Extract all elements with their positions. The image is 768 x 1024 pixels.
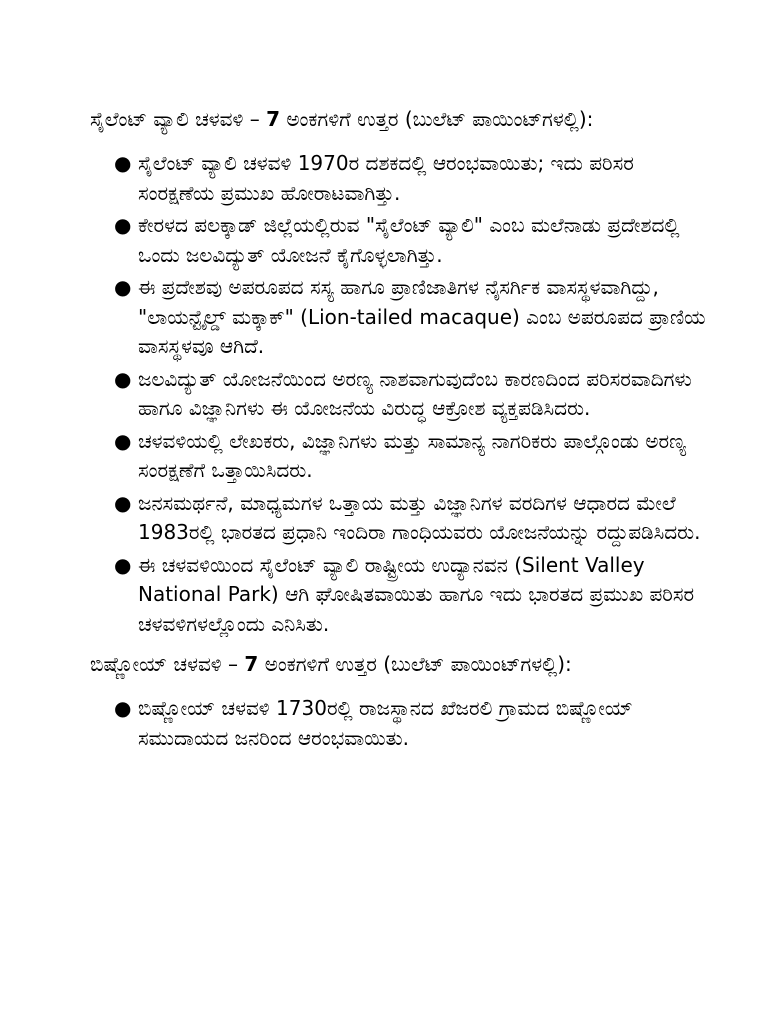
list-item-text: ಜನಸಮರ್ಥನೆ, ಮಾಧ್ಯಮಗಳ ಒತ್ತಾಯ ಮತ್ತು ವಿಜ್ಞಾನಿಗಳ ವರದಿಗಳ ಆಧಾರದ ಮೇಲೆ 1983ರಲ್ಲಿ ಭಾರತದ ಪ್ರಧಾನಿ ಇಂದಿರಾ ಗಾಂಧಿಯವರು ಯೋಜನೆಯನ್ನು ರದ್ದುಪಡಿಸಿದರು. [138,490,701,544]
list-item-text: ಚಳವಳಿಯಲ್ಲಿ ಲೇಖಕರು, ವಿಜ್ಞಾನಿಗಳು ಮತ್ತು ಸಾಮಾನ್ಯ ನಾಗರಿಕರು ಪಾಲ್ಗೊಂಡು ಅರಣ್ಯ ಸಂರಕ್ಷಣೆಗೆ ಒತ್ತಾಯಿಸಿದರು. [138,428,687,482]
bullet-icon: ● [114,366,132,391]
bullet-icon: ● [114,552,132,577]
section-heading-bishnoi [90,649,708,680]
bullet-list-bishnoi [90,694,708,753]
list-item [90,211,708,270]
bullet-icon: ● [114,696,132,720]
bullet-icon: ● [114,428,132,453]
list-item-text: ಕೇರಳದ ಪಲಕ್ಕಾಡ್ ಜಿಲ್ಲೆಯಲ್ಲಿರುವ "ಸೈಲೆಂಟ್ ವ್ಯಾಲಿ" ಎಂಬ ಮಲೆನಾಡು ಪ್ರದೇಶದಲ್ಲಿ ಒಂದು ಜಲವಿದ್ಯುತ್ ಯೋಜನೆ ಕೈಗೊಳ್ಳಲಾಗಿತ್ತು. [138,213,680,267]
bullet-list-silent-valley [90,149,708,639]
list-item [90,551,708,640]
list-item [90,427,708,486]
bullet-icon: ● [114,151,132,175]
list-item [90,694,708,753]
heading-marks: 7 [266,107,280,131]
list-item [90,273,708,362]
bullet-icon: ● [114,490,132,515]
heading-suffix: ಅಂಕಗಳಿಗೆ ಉತ್ತರ (ಬುಲೆಟ್ ಪಾಯಿಂಟ್‌ಗಳಲ್ಲಿ): [280,107,594,131]
list-item-text: ಸೈಲೆಂಟ್ ವ್ಯಾಲಿ ಚಳವಳಿ 1970ರ ದಶಕದಲ್ಲಿ ಆರಂಭವಾಯಿತು; ಇದು ಪರಿಸರ ಸಂರಕ್ಷಣೆಯ ಪ್ರಮುಖ ಹೋರಾಟವಾಗಿತ್ತು. [138,151,634,205]
section-heading-silent-valley [90,104,708,135]
heading-marks: 7 [244,652,259,676]
list-item [90,489,708,548]
list-item-text: ಈ ಪ್ರದೇಶವು ಅಪರೂಪದ ಸಸ್ಯ ಹಾಗೂ ಪ್ರಾಣಿಜಾತಿಗಳ ನೈಸರ್ಗಿಕ ವಾಸಸ್ಥಳವಾಗಿದ್ದು, "ಲಾಯನ್ಟೈಲ್ಡ್ ಮಕ್ಕಾಕ್" (Lion-tailed macaque) ಎಂಬ ಅಪರೂಪದ ಪ್ರಾಣಿಯ ವಾಸಸ್ಥಳವೂ ಆಗಿದೆ. [138,275,706,358]
list-item-text: ಜಲವಿದ್ಯುತ್ ಯೋಜನೆಯಿಂದ ಅರಣ್ಯ ನಾಶವಾಗುವುದೆಂಬ ಕಾರಣದಿಂದ ಪರಿಸರವಾದಿಗಳು ಹಾಗೂ ವಿಜ್ಞಾನಿಗಳು ಈ ಯೋಜನೆಯ ವಿರುದ್ಧ ಆಕ್ರೋಶ ವ್ಯಕ್ತಪಡಿಸಿದರು. [138,366,692,420]
list-item-text: ಬಿಷ್ಣೋಯ್ ಚಳವಳಿ 1730ರಲ್ಲಿ ರಾಜಸ್ಥಾನದ ಖೆಜರಲಿ ಗ್ರಾಮದ ಬಿಷ್ಣೋಯ್ ಸಮುದಾಯದ ಜನರಿಂದ ಆರಂಭವಾಯಿತು. [138,696,633,750]
bullet-icon: ● [114,213,132,237]
list-item-text: ಈ ಚಳವಳಿಯಿಂದ ಸೈಲೆಂಟ್ ವ್ಯಾಲಿ ರಾಷ್ಟ್ರೀಯ ಉದ್ಯಾನವನ (Silent Valley National Park) ಆಗಿ ಘೋಷಿತವಾಯಿತು ಹಾಗೂ ಇದು ಭಾರತದ ಪ್ರಮುಖ ಪರಿಸರ ಚಳವಳಿಗಳಲ್ಲೊಂದು ಎನಿಸಿತು. [138,552,695,636]
heading-prefix: ಬಿಷ್ಣೋಯ್ ಚಳವಳಿ – [90,652,245,676]
list-item [90,149,708,208]
heading-suffix: ಅಂಕಗಳಿಗೆ ಉತ್ತರ (ಬುಲೆಟ್ ಪಾಯಿಂಟ್‌ಗಳಲ್ಲಿ): [258,652,572,676]
bullet-icon: ● [114,275,132,299]
heading-prefix: ಸೈಲೆಂಟ್ ವ್ಯಾಲಿ ಚಳವಳಿ – [90,107,267,131]
list-item [90,365,708,424]
